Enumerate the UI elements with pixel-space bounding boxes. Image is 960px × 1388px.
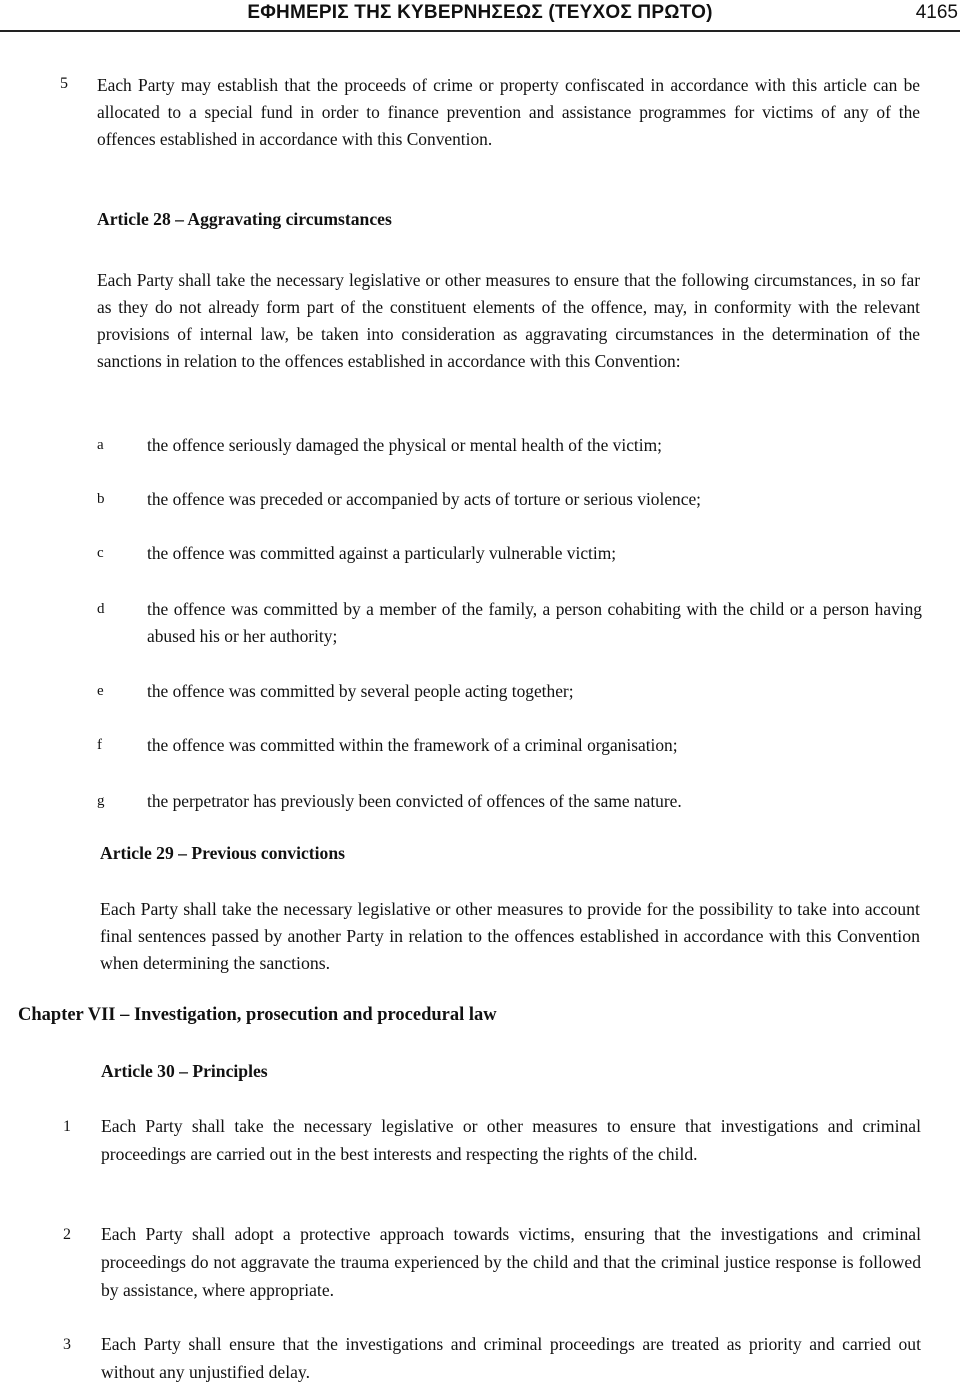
paragraph-number: 2 — [63, 1226, 71, 1243]
paragraph-text: Each Party may establish that the proceeds of crime or property confiscated in accordance with this article can be allocated to a special fund in order to finance prevention and assistance programmes for victims of any of the offences established in accordance with this Convention. — [97, 75, 920, 149]
chapter-7-heading: Chapter VII – Investigation, prosecution and procedural law — [18, 1005, 497, 1025]
paragraph-text: Each Party shall ensure that the investigations and criminal proceedings are treated as priority and carried out without any unjustified delay. — [101, 1334, 921, 1382]
article-29-heading: Article 29 – Previous convictions — [100, 843, 345, 863]
list-item: the perpetrator has previously been convicted of offences of the same nature. — [147, 791, 682, 811]
list-item: the offence was committed within the framework of a criminal organisation; — [147, 735, 678, 755]
list-letter: f — [97, 737, 102, 753]
list-item: the offence was preceded or accompanied by acts of torture or serious violence; — [147, 489, 702, 509]
list-letter: c — [97, 545, 104, 561]
list-item: the offence was committed against a particularly vulnerable victim; — [147, 543, 617, 563]
list-item: the offence seriously damaged the physical or mental health of the victim; — [147, 435, 662, 455]
list-letter: g — [97, 793, 105, 809]
paragraph-number: 5 — [60, 75, 68, 92]
header-rule — [0, 30, 960, 32]
paragraph-text: Each Party shall take the necessary legislative or other measures to ensure that investigations and criminal proceedings are carried out in the best interests and respecting the rights of the child. — [101, 1116, 921, 1164]
list-letter: a — [97, 437, 104, 453]
gazette-title: ΕΦΗΜΕΡΙΣ ΤΗΣ ΚΥΒΕΡΝΗΣΕΩΣ (ΤΕΥΧΟΣ ΠΡΩΤΟ) — [247, 2, 713, 23]
article-29-text: Each Party shall take the necessary legislative or other measures to provide for the possibility to take into account final sentences passed by another Party in relation to the offences established in accordance with this Convention when determining the sanctions. — [100, 899, 920, 973]
paragraph-text: Each Party shall adopt a protective approach towards victims, ensuring that the investigations and criminal proceedings do not aggravate the trauma experienced by the child and that the criminal justice response is followed by assistance, where appropriate. — [101, 1224, 921, 1300]
article-28-heading: Article 28 – Aggravating circumstances — [97, 209, 392, 229]
list-letter: b — [97, 491, 105, 507]
page-header — [0, 0, 960, 32]
list-item: the offence was committed by a member of the family, a person cohabiting with the child or a person having abused his or her authority; — [147, 599, 922, 646]
paragraph-number: 3 — [63, 1336, 71, 1353]
list-item: the offence was committed by several people acting together; — [147, 681, 574, 701]
article-28-intro: Each Party shall take the necessary legislative or other measures to ensure that the following circumstances, in so far as they do not already form part of the constituent elements of the offence, may, in conformity with the relevant provisions of internal law, be taken into consideration as aggravating circumstances in the determination of the sanctions in relation to the offences established in accordance with this Convention: — [97, 270, 920, 371]
list-letter: e — [97, 683, 104, 699]
list-letter: d — [97, 601, 105, 617]
article-30-heading: Article 30 – Principles — [101, 1061, 268, 1081]
paragraph-number: 1 — [63, 1118, 71, 1135]
page-number: 4165 — [915, 2, 958, 23]
